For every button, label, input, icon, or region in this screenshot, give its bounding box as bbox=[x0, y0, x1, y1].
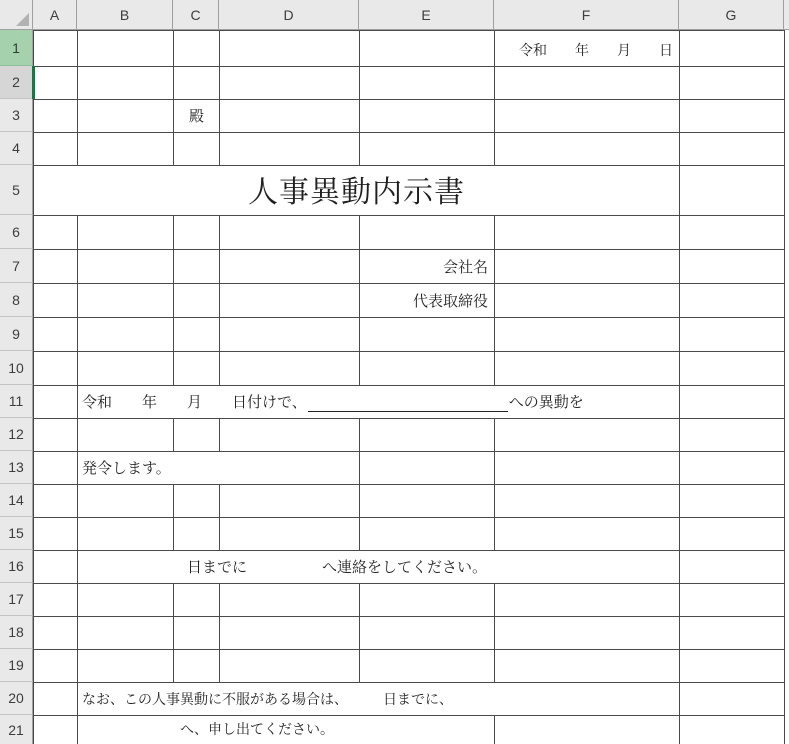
row-10 bbox=[34, 352, 785, 386]
cell[interactable] bbox=[495, 352, 680, 386]
cell[interactable] bbox=[34, 216, 78, 250]
row-header-2[interactable]: 2 bbox=[0, 66, 33, 99]
column-header-f[interactable]: F bbox=[494, 0, 679, 30]
cell[interactable] bbox=[680, 452, 785, 485]
row-6 bbox=[34, 216, 785, 250]
cell[interactable] bbox=[680, 250, 785, 284]
cell[interactable] bbox=[220, 250, 360, 284]
row-header-11[interactable]: 11 bbox=[0, 385, 33, 418]
cell[interactable] bbox=[174, 617, 220, 650]
cell-announce[interactable]: 発令します。 bbox=[78, 452, 360, 485]
transfer-date-text: 令和 年 月 日付けで、 bbox=[82, 393, 307, 411]
cell[interactable] bbox=[495, 318, 680, 352]
cell[interactable] bbox=[78, 352, 174, 386]
cell[interactable] bbox=[680, 133, 785, 166]
cell[interactable] bbox=[680, 683, 785, 716]
blank-underline bbox=[308, 394, 508, 412]
row-header-column bbox=[0, 30, 33, 744]
cell[interactable] bbox=[495, 133, 680, 166]
cell[interactable] bbox=[78, 216, 174, 250]
cell[interactable] bbox=[174, 31, 220, 67]
cell[interactable] bbox=[78, 518, 174, 551]
cell[interactable] bbox=[34, 716, 78, 744]
cell-objection-contact[interactable]: へ、申し出てください。 bbox=[78, 716, 495, 744]
cell[interactable] bbox=[680, 31, 785, 67]
cell[interactable] bbox=[174, 318, 220, 352]
cell[interactable] bbox=[220, 216, 360, 250]
row-5 bbox=[34, 166, 785, 216]
cell[interactable] bbox=[680, 584, 785, 617]
column-header-c[interactable]: C bbox=[173, 0, 219, 30]
cell[interactable] bbox=[78, 284, 174, 318]
cell-date[interactable]: 令和 年 月 日 bbox=[495, 31, 680, 67]
row-header-18[interactable]: 18 bbox=[0, 616, 33, 649]
row-header-4[interactable]: 4 bbox=[0, 132, 33, 165]
cell[interactable] bbox=[360, 584, 495, 617]
row-header-16[interactable]: 16 bbox=[0, 550, 33, 583]
cell[interactable] bbox=[495, 617, 680, 650]
row-4 bbox=[34, 133, 785, 166]
cell[interactable] bbox=[34, 617, 78, 650]
row-header-6[interactable]: 6 bbox=[0, 215, 33, 249]
cell[interactable] bbox=[495, 216, 680, 250]
cell[interactable] bbox=[174, 133, 220, 166]
row-11 bbox=[34, 386, 785, 419]
cell-grid bbox=[33, 30, 785, 744]
row-9 bbox=[34, 318, 785, 352]
column-header-b[interactable]: B bbox=[77, 0, 173, 30]
cell[interactable] bbox=[680, 67, 785, 100]
row-header-12[interactable]: 12 bbox=[0, 418, 33, 451]
cell-title[interactable]: 人事異動内示書 bbox=[34, 166, 680, 216]
row-header-13[interactable]: 13 bbox=[0, 451, 33, 484]
cell[interactable] bbox=[220, 518, 360, 551]
row-header-3[interactable]: 3 bbox=[0, 99, 33, 132]
cell[interactable] bbox=[174, 352, 220, 386]
cell[interactable] bbox=[680, 284, 785, 318]
cell[interactable] bbox=[34, 584, 78, 617]
cell[interactable] bbox=[495, 584, 680, 617]
cell[interactable] bbox=[78, 584, 174, 617]
cell[interactable] bbox=[78, 133, 174, 166]
cell[interactable] bbox=[34, 551, 78, 584]
cell[interactable] bbox=[680, 716, 785, 744]
cell[interactable] bbox=[680, 216, 785, 250]
row-header-20[interactable]: 20 bbox=[0, 682, 33, 715]
cell-active[interactable] bbox=[34, 67, 78, 100]
cell[interactable] bbox=[34, 31, 78, 67]
cell-objection[interactable]: なお、この人事異動に不服がある場合は、 日までに、 bbox=[78, 683, 680, 716]
cell[interactable] bbox=[360, 31, 495, 67]
cell[interactable] bbox=[360, 352, 495, 386]
cell[interactable] bbox=[360, 518, 495, 551]
row-header-8[interactable]: 8 bbox=[0, 283, 33, 317]
cell[interactable] bbox=[495, 419, 680, 452]
cell[interactable] bbox=[495, 650, 680, 683]
cell[interactable] bbox=[78, 617, 174, 650]
cell[interactable] bbox=[78, 250, 174, 284]
row-header-19[interactable]: 19 bbox=[0, 649, 33, 682]
cell[interactable] bbox=[78, 31, 174, 67]
cell[interactable] bbox=[360, 650, 495, 683]
cell[interactable] bbox=[34, 485, 78, 518]
row-18 bbox=[34, 617, 785, 650]
cell[interactable] bbox=[220, 485, 360, 518]
row-13 bbox=[34, 452, 785, 485]
cell[interactable] bbox=[360, 67, 495, 100]
cell[interactable] bbox=[174, 67, 220, 100]
row-15 bbox=[34, 518, 785, 551]
cell-contact-deadline[interactable]: 日までに へ連絡をしてください。 bbox=[78, 551, 680, 584]
row-header-7[interactable]: 7 bbox=[0, 249, 33, 283]
cell[interactable] bbox=[680, 386, 785, 419]
cell[interactable] bbox=[680, 485, 785, 518]
cell[interactable] bbox=[174, 216, 220, 250]
cell[interactable] bbox=[34, 100, 78, 133]
cell[interactable] bbox=[495, 67, 680, 100]
cell[interactable] bbox=[680, 419, 785, 452]
cell[interactable] bbox=[495, 716, 680, 744]
cell[interactable] bbox=[680, 166, 785, 216]
cell[interactable] bbox=[680, 318, 785, 352]
cell[interactable] bbox=[360, 216, 495, 250]
column-header-row bbox=[0, 0, 789, 30]
column-header-partial[interactable] bbox=[784, 0, 789, 30]
row-21 bbox=[34, 716, 785, 744]
cell[interactable] bbox=[34, 386, 78, 419]
transfer-dest-text: への異動を bbox=[508, 393, 584, 411]
cell[interactable] bbox=[220, 584, 360, 617]
row-19 bbox=[34, 650, 785, 683]
cell[interactable] bbox=[174, 485, 220, 518]
cell[interactable] bbox=[220, 67, 360, 100]
cell[interactable] bbox=[680, 352, 785, 386]
row-header-15[interactable]: 15 bbox=[0, 517, 33, 550]
cell[interactable] bbox=[34, 650, 78, 683]
column-header-d[interactable]: D bbox=[219, 0, 359, 30]
cell[interactable] bbox=[174, 518, 220, 551]
cell[interactable] bbox=[360, 617, 495, 650]
cell[interactable] bbox=[174, 650, 220, 683]
cell[interactable] bbox=[174, 284, 220, 318]
cell[interactable] bbox=[220, 31, 360, 67]
cell[interactable] bbox=[78, 650, 174, 683]
cell[interactable] bbox=[495, 485, 680, 518]
cell[interactable] bbox=[34, 352, 78, 386]
row-header-17[interactable]: 17 bbox=[0, 583, 33, 616]
cell[interactable] bbox=[220, 650, 360, 683]
cell[interactable] bbox=[360, 419, 495, 452]
cell[interactable] bbox=[34, 318, 78, 352]
cell[interactable] bbox=[78, 485, 174, 518]
cell[interactable] bbox=[360, 133, 495, 166]
cell[interactable] bbox=[220, 352, 360, 386]
row-17 bbox=[34, 584, 785, 617]
cell[interactable] bbox=[174, 584, 220, 617]
select-all-triangle-icon bbox=[16, 13, 29, 26]
cell[interactable] bbox=[220, 100, 360, 133]
row-16 bbox=[34, 551, 785, 584]
cell[interactable] bbox=[34, 419, 78, 452]
cell[interactable] bbox=[360, 452, 495, 485]
row-12 bbox=[34, 419, 785, 452]
cell-dono[interactable]: 殿 bbox=[174, 100, 220, 133]
cell[interactable] bbox=[360, 100, 495, 133]
cell[interactable] bbox=[220, 419, 360, 452]
cell[interactable] bbox=[34, 518, 78, 551]
cell[interactable] bbox=[174, 250, 220, 284]
cell[interactable] bbox=[680, 617, 785, 650]
cell[interactable] bbox=[34, 683, 78, 716]
cell[interactable] bbox=[360, 318, 495, 352]
select-all-corner[interactable] bbox=[0, 0, 33, 30]
row-header-21[interactable]: 21 bbox=[0, 715, 33, 744]
cell[interactable] bbox=[680, 518, 785, 551]
cell-representative-label[interactable]: 代表取締役 bbox=[360, 284, 495, 318]
cell[interactable] bbox=[495, 250, 680, 284]
cell[interactable] bbox=[78, 67, 174, 100]
cell[interactable] bbox=[78, 318, 174, 352]
cell[interactable] bbox=[220, 284, 360, 318]
row-20 bbox=[34, 683, 785, 716]
cell[interactable] bbox=[78, 419, 174, 452]
cell[interactable] bbox=[220, 133, 360, 166]
row-7 bbox=[34, 250, 785, 284]
cell-transfer-line[interactable] bbox=[78, 386, 680, 419]
cell[interactable] bbox=[174, 419, 220, 452]
column-header-a[interactable]: A bbox=[33, 0, 77, 30]
row-header-1[interactable]: 1 bbox=[0, 30, 33, 66]
cell[interactable] bbox=[680, 100, 785, 133]
cell[interactable] bbox=[680, 650, 785, 683]
cell[interactable] bbox=[78, 100, 174, 133]
cell[interactable] bbox=[495, 284, 680, 318]
cell[interactable] bbox=[34, 284, 78, 318]
row-header-10[interactable]: 10 bbox=[0, 351, 33, 385]
row-14 bbox=[34, 485, 785, 518]
row-header-5[interactable]: 5 bbox=[0, 165, 33, 215]
row-3 bbox=[34, 100, 785, 133]
cell[interactable] bbox=[495, 452, 680, 485]
cell[interactable] bbox=[495, 100, 680, 133]
cell-company-label[interactable]: 会社名 bbox=[360, 250, 495, 284]
cell[interactable] bbox=[34, 133, 78, 166]
row-8 bbox=[34, 284, 785, 318]
cell[interactable] bbox=[220, 318, 360, 352]
row-header-9[interactable]: 9 bbox=[0, 317, 33, 351]
cell[interactable] bbox=[680, 551, 785, 584]
column-header-e[interactable]: E bbox=[359, 0, 494, 30]
active-cell-accent bbox=[32, 66, 35, 99]
cell[interactable] bbox=[220, 617, 360, 650]
column-header-g[interactable]: G bbox=[679, 0, 784, 30]
row-2 bbox=[34, 67, 785, 100]
row-header-14[interactable]: 14 bbox=[0, 484, 33, 517]
row-1 bbox=[34, 31, 785, 67]
cell[interactable] bbox=[34, 250, 78, 284]
cell[interactable] bbox=[360, 485, 495, 518]
cell[interactable] bbox=[34, 452, 78, 485]
cell[interactable] bbox=[495, 518, 680, 551]
